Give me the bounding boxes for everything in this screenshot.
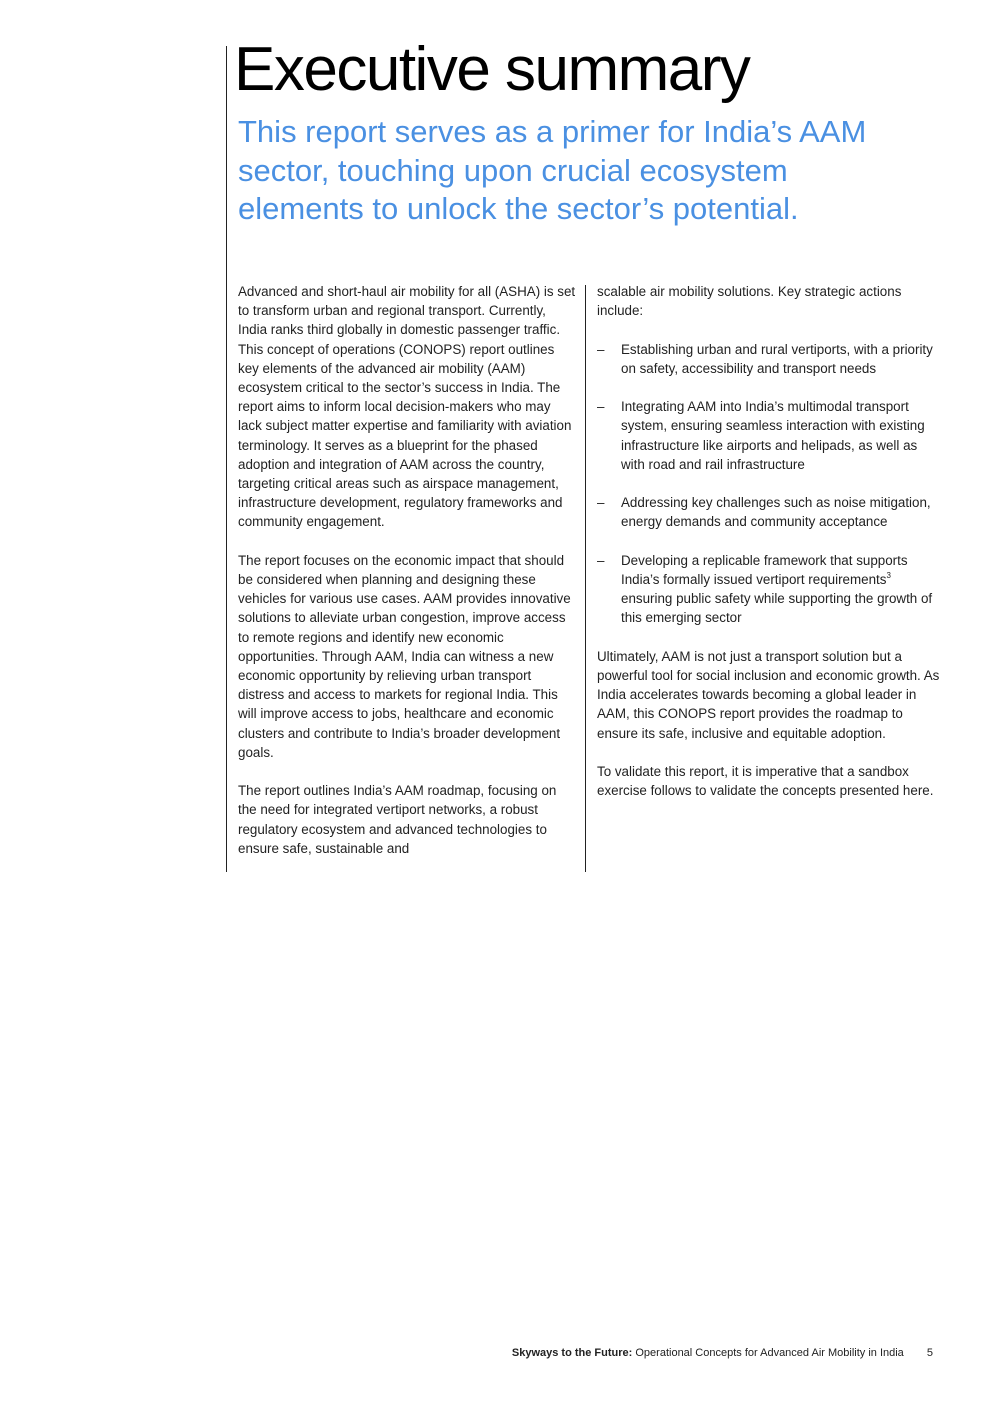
list-item-text: Establishing urban and rural vertiports, with a priority on safety, accessibility and transport needs <box>621 341 933 376</box>
dash-marker: – <box>597 552 605 568</box>
dash-marker: – <box>597 399 605 415</box>
page-subtitle: This report serves as a primer for India’s AAM sector, touching upon crucial ecosystem elements to unlock the sector’s potential. <box>238 114 867 226</box>
list-item-text: Integrating AAM into India’s multimodal transport system, ensuring seamless interaction with existing infrastructure like airports and helipads, as well as with road and rail infrastructure <box>621 399 925 472</box>
body-paragraph: Ultimately, AAM is not just a transport solution but a powerful tool for social inclusion and economic growth. As India accelerates towards becoming a global leader in AAM, this CONOPS report provides the roadmap to ensure its safe, inclusive and equitable adoption. <box>597 648 940 741</box>
page-footer <box>512 1347 933 1359</box>
body-paragraph: To validate this report, it is imperative that a sandbox exercise follows to validate the concepts presented here. <box>597 763 934 799</box>
body-paragraph: Advanced and short-haul air mobility for all (ASHA) is set to transform urban and regional transport. Currently, India ranks third globally in domestic passenger traffic. This concept of operations (CONOPS) report outlines key elements of the advanced air mobility (AAM) ecosystem critical to the sector’s success in India. The report aims to inform local decision-makers who may lack subject matter expertise and familiarity with aviation terminology. It serves as a blueprint for the phased adoption and integration of AAM across the country, targeting critical areas such as airspace management, infrastructure development, regulatory frameworks and community engagement. <box>238 284 576 530</box>
dash-marker: – <box>597 495 605 511</box>
left-column <box>238 282 578 858</box>
list-item-text-continuation: ensuring public safety while supporting the growth of this emerging sector <box>621 591 933 626</box>
page-title: Executive summary <box>234 35 750 104</box>
list-item <box>597 340 942 378</box>
page-number: 5 <box>926 1347 933 1359</box>
right-column <box>597 282 942 800</box>
footer-document-title: Operational Concepts for Advanced Air Mobility in India <box>635 1347 904 1359</box>
footer-series-title: Skyways to the Future: <box>511 1347 633 1359</box>
bullets-intro: scalable air mobility solutions. Key strategic actions include: <box>597 284 902 319</box>
dash-marker: – <box>597 341 605 357</box>
list-item <box>597 397 942 474</box>
strategic-actions-list <box>597 340 942 628</box>
footnote-marker: 3 <box>886 570 891 580</box>
body-paragraph: The report outlines India’s AAM roadmap, focusing on the need for integrated vertiport networks, a robust regulatory ecosystem and advanced technologies to ensure safe, sustainable and <box>238 783 557 856</box>
list-item-text: Addressing key challenges such as noise mitigation, energy demands and community acceptance <box>621 495 931 530</box>
left-vertical-rule <box>226 46 227 872</box>
list-item <box>597 493 942 531</box>
list-item-text: Developing a replicable framework that supports India’s formally issued vertiport requirements <box>621 552 908 587</box>
column-divider-rule <box>585 285 586 872</box>
body-paragraph: The report focuses on the economic impact that should be considered when planning and designing these vehicles for various use cases. AAM provides innovative solutions to alleviate urban congestion, improve access to remote regions and identify new economic opportunities. Through AAM, India can witness a new economic opportunity by relieving urban transport distress and access to markets for regional India. This will improve access to jobs, healthcare and economic clusters and contribute to India’s broader development goals. <box>238 552 571 760</box>
list-item <box>597 551 942 628</box>
